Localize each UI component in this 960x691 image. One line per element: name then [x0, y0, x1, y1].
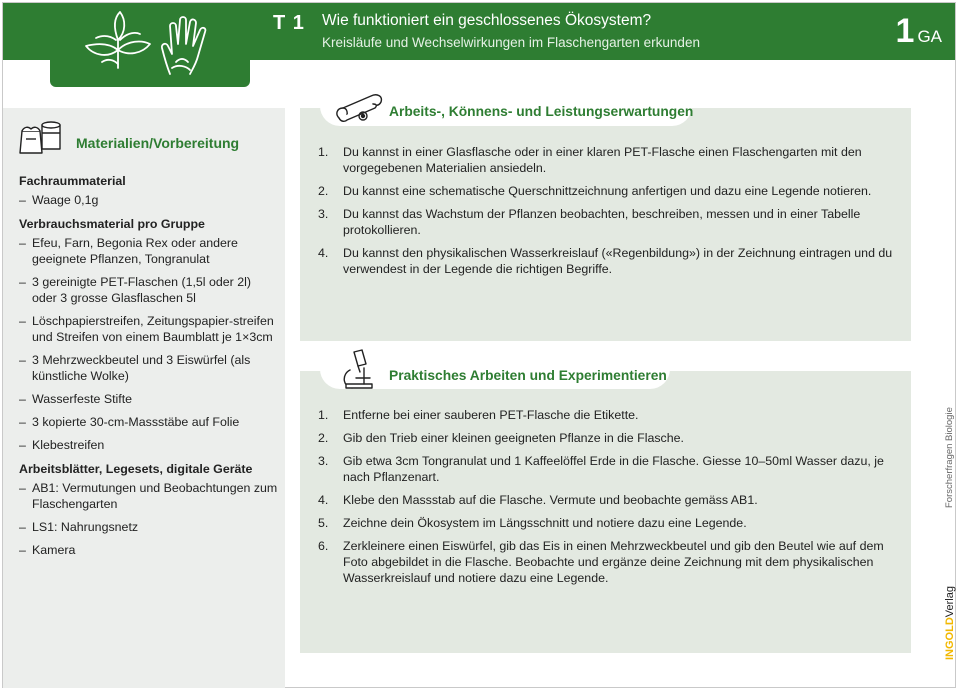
- list-item: 2. Du kannst eine schematische Querschnittzeichnung anfertigen und dazu eine Legende notieren.: [318, 184, 872, 198]
- grade-number: 1: [895, 12, 915, 50]
- list-item: – LS1: Nahrungsnetz: [19, 520, 139, 534]
- page-title: Wie funktioniert ein geschlossenes Ökosystem?: [322, 12, 652, 29]
- materials-list: [19, 173, 279, 565]
- list-item: – 3 gereinigte PET-Flaschen (1,5l oder 2l) oder 3 grosse Glasflaschen 5l: [19, 275, 252, 305]
- microscope-icon: [340, 348, 378, 392]
- list-item: 1. Du kannst in einer Glasflasche oder in einer klaren PET-Flasche einen Flaschengarten mit den vorgegebenen Materialien ansiedeln.: [318, 145, 862, 175]
- list-item: 3. Du kannst das Wachstum der Pflanzen beobachten, beschreiben, messen und in einer Tabelle protokollieren.: [318, 207, 861, 237]
- series-label: Forscherfragen Biologie: [944, 407, 955, 508]
- list-item: 5. Zeichne dein Ökosystem im Längsschnitt und notiere dazu eine Legende.: [318, 516, 747, 530]
- scroll-icon: [333, 88, 385, 126]
- leaves-icon: [82, 10, 154, 72]
- list-item: – AB1: Vermutungen und Beobachtungen zum Flaschengarten: [19, 481, 278, 511]
- list-item: 6. Zerkleinere einen Eiswürfel, gib das Eis in einen Mehrzweckbeutel und gib den Beutel wie auf dem Foto abgebildet in die Flasche. Beobachte und ergänze deine Zeichnung mit dem physikalischen Wasserkreislauf und notiere dazu eine Legende.: [318, 539, 884, 585]
- list-item: 1. Entferne bei einer sauberen PET-Flasche die Etikette.: [318, 408, 639, 422]
- list-item: 3. Gib etwa 3cm Tongranulat und 1 Kaffeelöffel Erde in die Flasche. Giesse 10–50ml Wasser dazu, je nach Pflanzenart.: [318, 454, 884, 484]
- section-heading: Verbrauchsmaterial pro Gruppe: [19, 217, 205, 231]
- publisher-logo: INGOLDVerlag: [944, 586, 956, 660]
- topic-code: T 1: [273, 12, 305, 34]
- expectations-heading: Arbeits-, Könnens- und Leistungserwartungen: [389, 104, 694, 119]
- page-subtitle: Kreisläufe und Wechselwirkungen im Flaschengarten erkunden: [322, 35, 700, 50]
- practical-list: [318, 407, 893, 593]
- list-item: 2. Gib den Trieb einer kleinen geeigneten Pflanze in die Flasche.: [318, 431, 684, 445]
- materials-icon: [18, 117, 64, 157]
- list-item: – 3 kopierte 30-cm-Massstäbe auf Folie: [19, 415, 240, 429]
- list-item: – Klebestreifen: [19, 438, 105, 452]
- list-item: – Waage 0,1g: [19, 193, 99, 207]
- hand-icon: [156, 12, 220, 78]
- grade-suffix: GA: [917, 27, 942, 46]
- grade-badge: [896, 14, 942, 48]
- list-item: – Kamera: [19, 543, 76, 557]
- section-heading: Arbeitsblätter, Legesets, digitale Geräte: [19, 462, 253, 476]
- list-item: 4. Klebe den Massstab auf die Flasche. Vermute und beobachte gemäss AB1.: [318, 493, 758, 507]
- section-heading: Fachraummaterial: [19, 174, 126, 188]
- list-item: – Efeu, Farn, Begonia Rex oder andere geeignete Pflanzen, Tongranulat: [19, 236, 238, 266]
- list-item: – Wasserfeste Stifte: [19, 392, 133, 406]
- list-item: 4. Du kannst den physikalischen Wasserkreislauf («Regenbildung») in der Zeichnung eintragen und du verwendest in der Legende die richtigen Begriffe.: [318, 246, 893, 276]
- list-item: – 3 Mehrzweckbeutel und 3 Eiswürfel (als künstliche Wolke): [19, 353, 251, 383]
- practical-heading: Praktisches Arbeiten und Experimentieren: [389, 368, 667, 383]
- materials-heading: Materialien/Vorbereitung: [76, 135, 240, 151]
- list-item: – Löschpapierstreifen, Zeitungspapier-streifen und Streifen von einem Baumblatt je 1×3cm: [19, 314, 274, 344]
- expectations-list: [318, 144, 893, 284]
